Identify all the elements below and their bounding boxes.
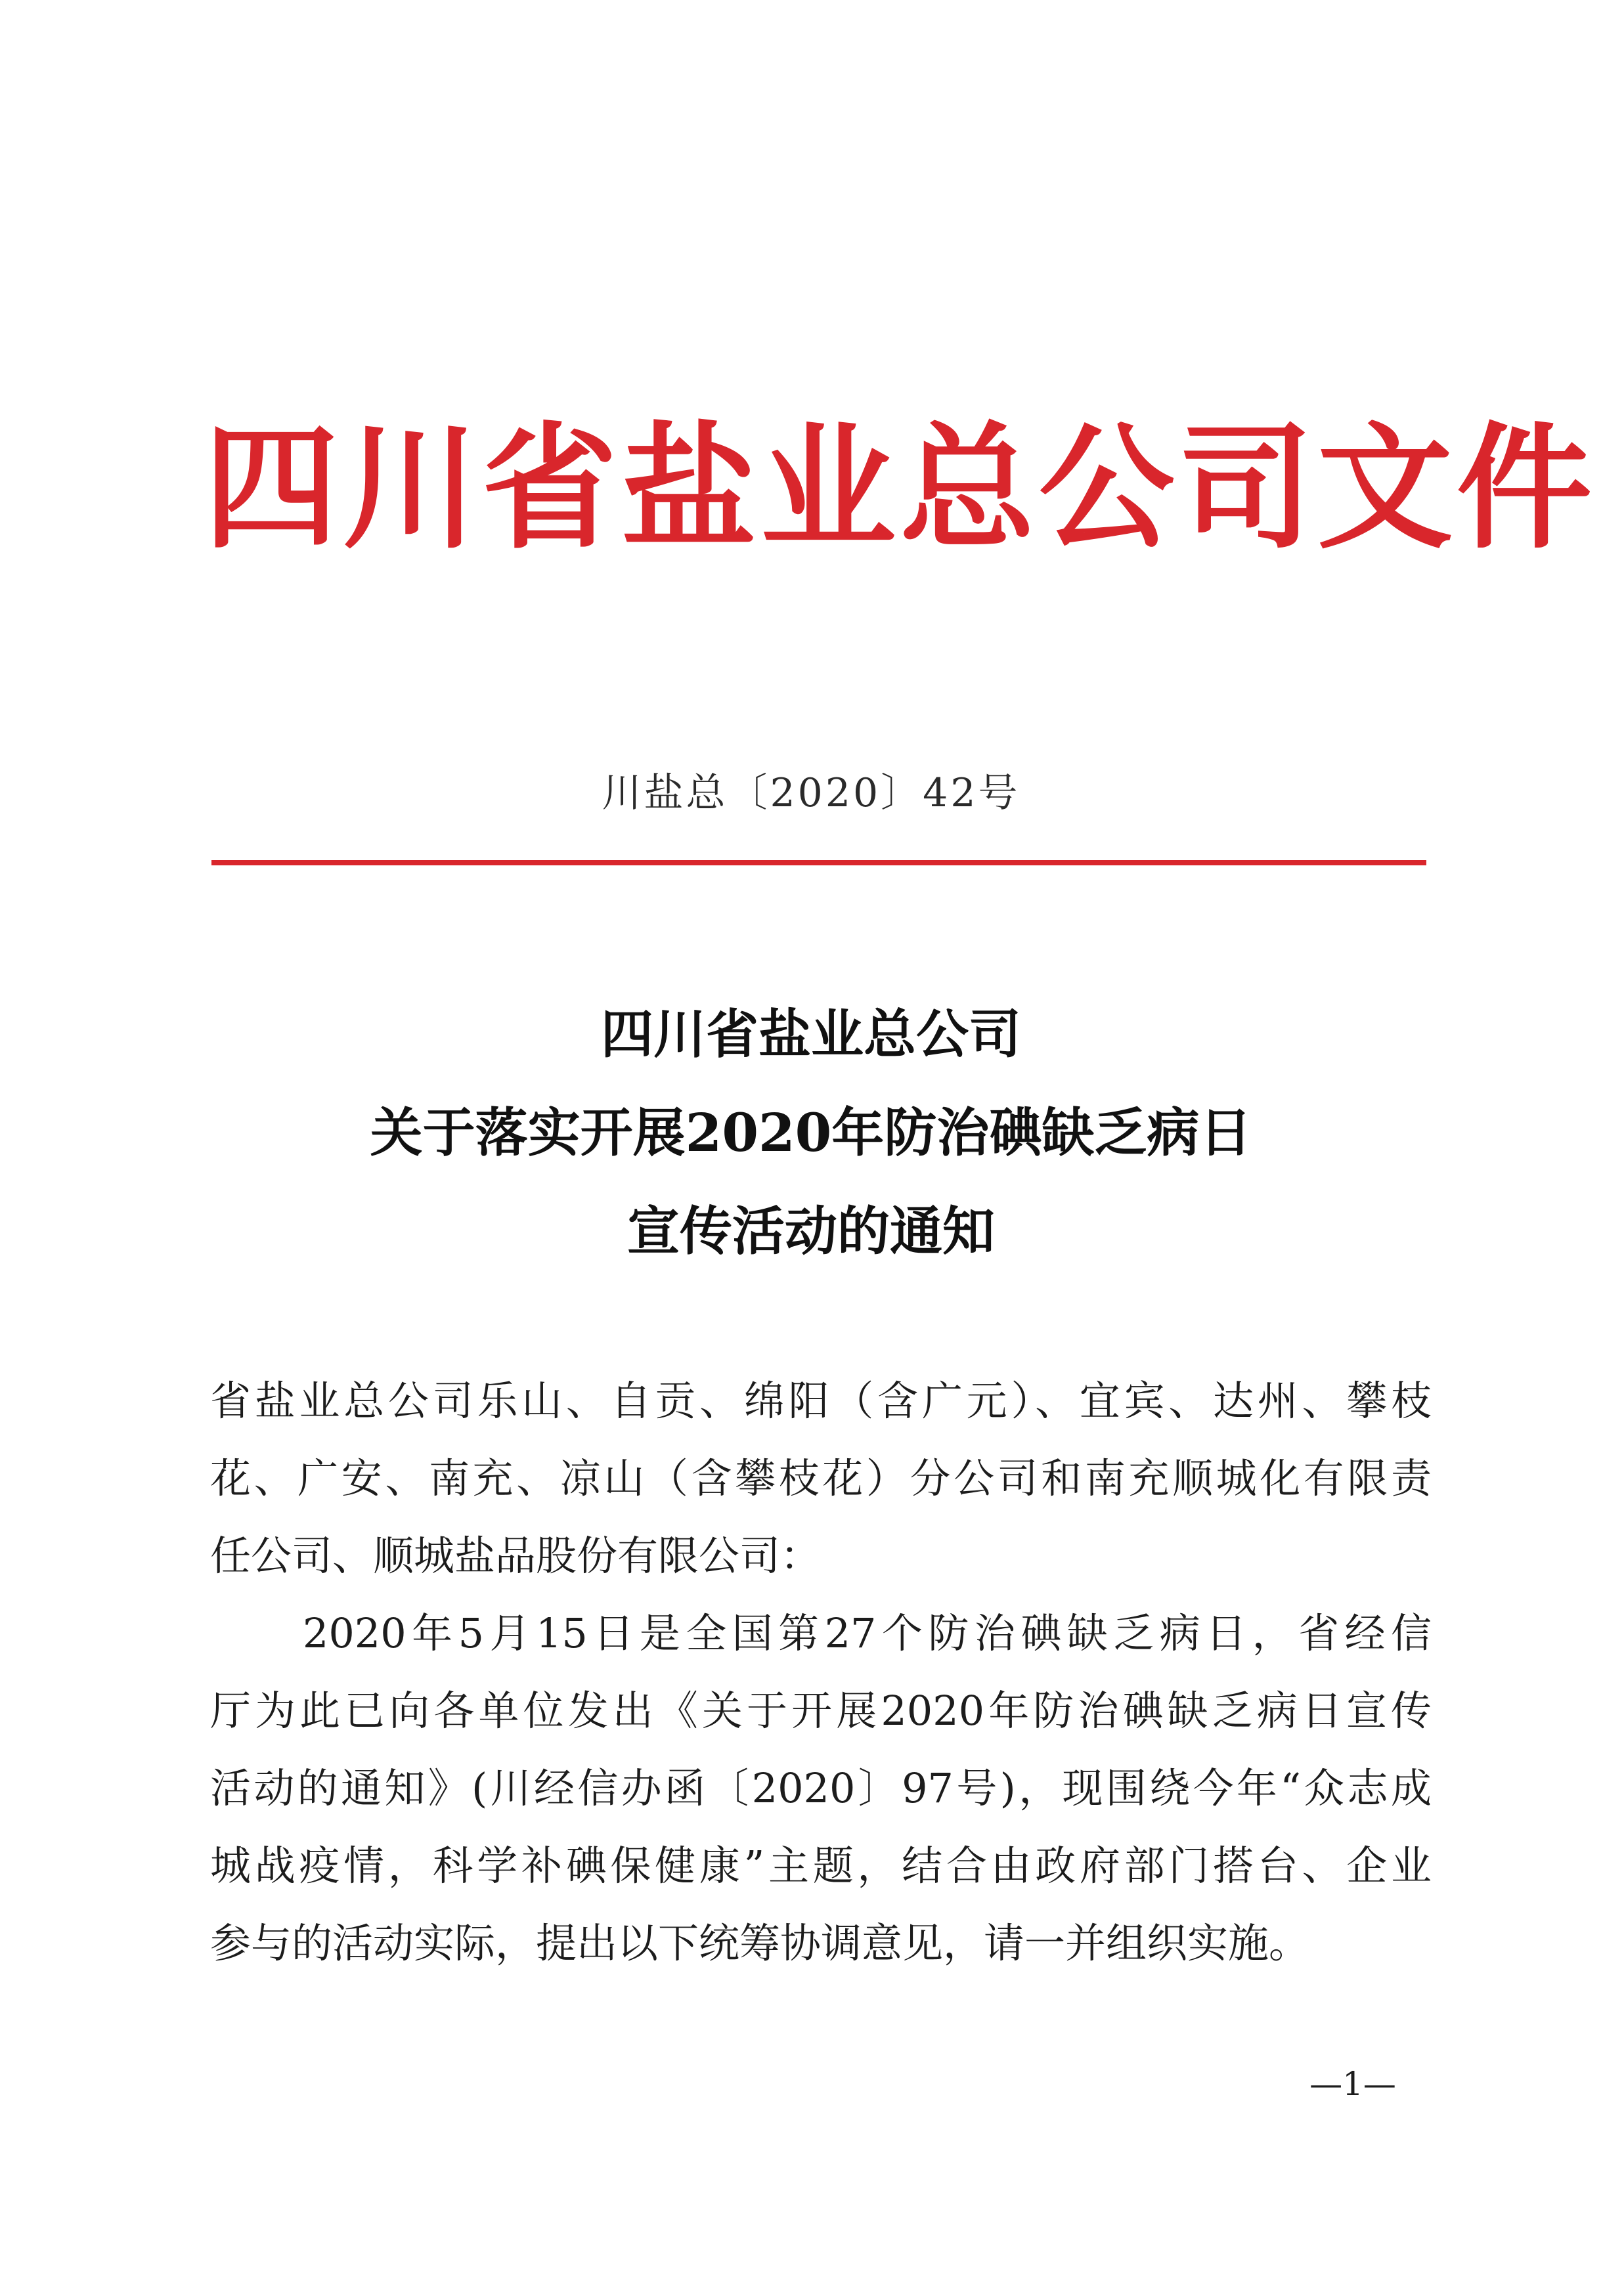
- paragraph-line-1: 2020年5月15日是全国第27个防治碘缺乏病日，省经信: [210, 1609, 1432, 1657]
- page-number: —1—: [1309, 2065, 1396, 2103]
- paragraph-line-3: 活动的通知》(川经信办函〔2020〕97号)，现围绕今年“众志成: [210, 1764, 1432, 1812]
- addressee-line-2: 花、广安、南充、凉山（含攀枝花）分公司和南充顺城化有限责: [210, 1454, 1432, 1502]
- masthead-title: 四川省盐业总公司文件: [204, 408, 1596, 567]
- addressee-line-3: 任公司、顺城盐品股份有限公司：: [210, 1532, 822, 1580]
- addressee-line-1: 省盐业总公司乐山、自贡、绵阳（含广元）、宜宾、达州、攀枝: [210, 1377, 1432, 1425]
- title-line-2: 关于落实开展2020年防治碘缺乏病日: [370, 1102, 1252, 1163]
- document-number: 川盐总〔2020〕42号: [602, 770, 1020, 816]
- paragraph-line-5: 参与的活动实际，提出以下统筹协调意见，请一并组织实施。: [210, 1919, 1310, 1967]
- document-title: [204, 985, 1418, 1280]
- title-line-3: 宣传活动的通知: [627, 1200, 995, 1262]
- document-body: [210, 1362, 1432, 1982]
- paragraph-line-2: 厅为此已向各单位发出《关于开展2020年防治碘缺乏病日宣传: [210, 1687, 1432, 1735]
- red-separator-line: [211, 860, 1426, 865]
- title-line-1: 四川省盐业总公司: [601, 1003, 1021, 1065]
- paragraph-line-4: 城战疫情，科学补碘保健康”主题，结合由政府部门搭台、企业: [210, 1842, 1432, 1890]
